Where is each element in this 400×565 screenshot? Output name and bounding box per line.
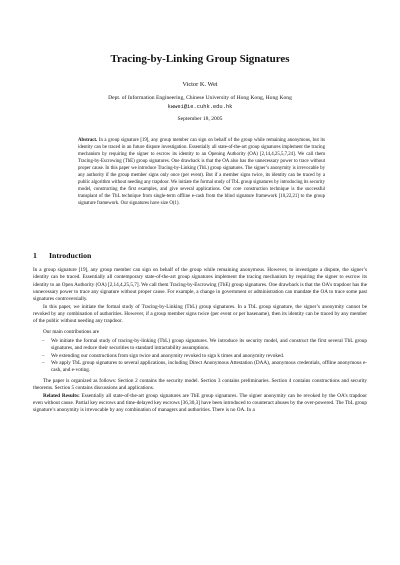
related-results-text: Essentially all state-of-the-art group signatures are TbE group signatures. The signer anonymity can be revoked by the OA’s trapdoor even without cause. Partial key escrows and time-delayed key escrows [36,30,3] have been introduced to counteract abuses by the over-powered. The TbL group signature’s anonymity is irrevocable by any combination of managers and authorities. There is no OA. In a (33, 392, 368, 414)
paper-date: September 18, 2005 (177, 116, 223, 122)
author-affiliation: Dept. of Information Engineering, Chinese University of Hong Kong, Hong Kong (108, 95, 292, 101)
author-email: kwwei@ie.cuhk.edu.hk (167, 104, 233, 110)
list-item: – We extending our constructions from sign twice and anonymity revoked to sign k times and anonymity revoked. (33, 353, 367, 360)
paper-title: Tracing-by-Linking Group Signatures (110, 53, 290, 65)
abstract (78, 137, 325, 207)
paragraph-1: In a group signature [19], any group member can sign on behalf of the group while remaining anonymous. However, to investigate a dispute, the signer’s identity can be traced. Essentially all contemporary state-of-the-art group signatures implement the tracing mechanism by requiring the signer to escrow its identity to an Open Authority (OA) [2,14,4,25,5,7]. We call them Tracing-by-Escrowing (TbE) group signatures. One drawback is that the OA’s trapdoor has the unnecessary power to trace any signature without proper cause. For example, a change in government or administration can mandate the OA to trace some past signatures controversially. (33, 267, 367, 303)
paragraph-2: In this paper, we initiate the formal study of Tracing-by-Linking (TbL) group signatures. In a TbL group signature, the signer’s anonymity cannot be revoked by any combination of authorities. However, if a group member signs twice (per event or per basename), then its identity can be traced by any member of the public without needing any trapdoor. (33, 303, 367, 325)
related-results-label: Related Results: (43, 392, 80, 399)
section-number: 1 (33, 251, 37, 260)
paragraph-3: The paper is organized as follows: Section 2 contains the security model. Section 3 contains preliminaries. Section 4 contains constructions and security theorems. Section 5 contains discussions and applications. (33, 377, 367, 392)
contributions-list (33, 338, 367, 375)
contributions-intro: Our main contributions are (43, 328, 100, 335)
author-name: Victor K. Wei (182, 81, 218, 88)
body-text (33, 267, 367, 415)
paragraph-4 (33, 393, 367, 415)
list-item: – We initiate the formal study of tracing-by-linking (TbL) group signatures. We introduce its security model, and construct the first several TbL group signatures, and reduce their securities to standard intractability assumptions. (33, 338, 367, 353)
list-item: – We apply TbL group signatures to several applications, including Direct Anonymous Attestation (DAA), anonymous credentials, offline anonymous e-cash, and e-voting. (33, 360, 367, 375)
abstract-label: Abstract. (78, 138, 98, 143)
section-heading (33, 251, 91, 260)
abstract-text: In a group signature [19], any group member can sign on behalf of the group while remaining anonymous, but its identity can be traced in an future dispute investigation. Essentially all state-of-the-art group signatures implement the tracing mechanism by requiring the signer to escrow its identity to an Opening Authority (OA) [2,14,4,25,5,7,24]. We call them Tracing-by-Escrowing (TbE) group signatures. One drawback is that the OA also has the unnecessary power to trace without proper cause. In this paper we introduce Tracing-by-Linking (TbL) group signatures. The signer’s anonymity is irrevocable by any authority if the group member signs only once (per event). But if a member signs twice, its identity can be traced by a public algorithm without needing any trapdoor. We initiate the formal study of TbL group signatures by introducing its security model, constructing the first examples, and give several applications. Our core construction technique is the successful transplant of the TbL technique from single-term offline e-cash from the blind signature framework [10,22,21] to the group signature framework. Our signatures have size O(1). (78, 138, 325, 207)
section-title: Introduction (49, 251, 92, 260)
